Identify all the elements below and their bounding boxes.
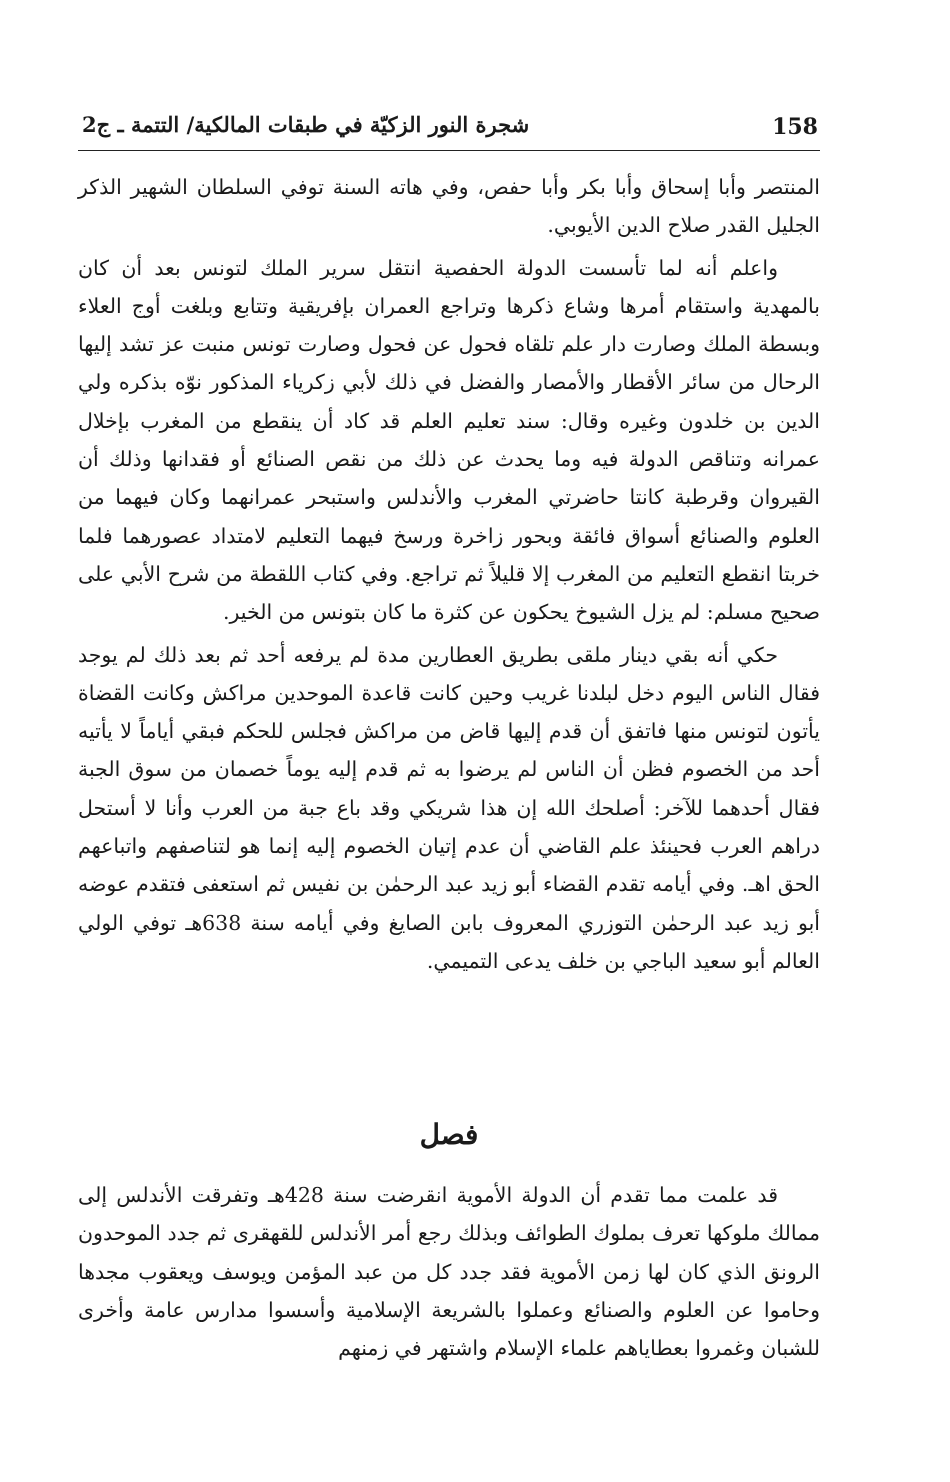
section-paragraph: قد علمت مما تقدم أن الدولة الأموية انقرضت سنة 428هـ وتفرقت الأندلس إلى ممالك ملوكها تعرف بملوك الطوائف وبذلك رجع أمر الأندلس للقهقرى ثم جدد الموحدون الرونق الذي كان لها زمن الأموية فقد جدد كل من عبد المؤمن ويوسف ويعقوب مجدها وحاموا عن العلوم والصنائع وعملوا بالشريعة الإسلامية وأسسوا مدارس عامة وأخرى للشبان وغمروا بعطاياهم علماء الإسلام واشتهر في زمنهم — [78, 1183, 820, 1361]
paragraph-1: المنتصر وأبا إسحاق وأبا بكر وأبا حفص، وفي هاته السنة توفي السلطان الشهير الذكر الجليل القدر صلاح الدين الأيوبي. — [78, 175, 820, 238]
page-number: 158 — [772, 114, 818, 140]
main-text — [78, 168, 820, 984]
section-heading: فصل — [419, 1118, 479, 1151]
paragraph-3: حكي أنه بقي دينار ملقى بطريق العطارين مدة لم يرفعه أحد ثم بعد ذلك لم يوجد فقال الناس اليوم دخل لبلدنا غريب وحين كانت قاعدة الموحدين مراكش وكانت القضاة يأتون لتونس منها فاتفق أن قدم إليها قاض من مراكش فجلس للحكم فبقي أياماً لا يأتيه أحد من الخصوم فظن أن الناس لم يرضوا به ثم قدم إليه يوماً خصمان من سوق الجبة فقال أحدهما للآخر: أصلحك الله إن هذا شريكي وقد باع جبة من العرب وأنا لا أستحل دراهم العرب فحينئذ علم القاضي أن عدم إتيان الخصوم إليه إنما هو لتناصفهم واتباعهم الحق اهـ. وفي أيامه تقدم القضاء أبو زيد عبد الرحمٰن بن نفيس ثم استعفى فتقدم عوضه أبو زيد عبد الرحمٰن التوزري المعروف بابن الصايغ وفي أيامه سنة 638هـ توفي الولي العالم أبو سعيد الباجي بن خلف يدعى التميمي. — [78, 642, 820, 973]
running-title: شجرة النور الزكيّة في طبقات المالكية/ التتمة ـ ج2 — [82, 112, 530, 137]
page-header — [78, 108, 820, 148]
paragraph-2: واعلم أنه لما تأسست الدولة الحفصية انتقل سرير الملك لتونس بعد أن كان بالمهدية واستقام أمرها وشاع ذكرها وتراجع العمران بإفريقية وتتابع وبلغت أوج العلاء وبسطة الملك وصارت دار علم تلقاه فحول عن فحول وصارت تونس منبت عز تشد إليها الرحال من سائر الأقطار والأمصار والفضل في ذلك لأبي زكرياء المذكور نوّه بذكره ولي الدين بن خلدون وغيره وقال: سند تعليم العلم قد كاد أن ينقطع من المغرب بإخلال عمرانه وتناقص الدولة فيه وما يحدث عن ذلك من نقص الصنائع أو فقدانها وذلك أن القيروان وقرطبة كانتا حاضرتي المغرب والأندلس واستبحر عمرانهما وكان فيهما من العلوم والصنائع أسواق فائقة وبحور زاخرة ورسخ فيهما التعليم لامتداد عصورهما فلما خربتا انقطع التعليم من المغرب إلا قليلاً ثم تراجع. وفي كتاب اللقطة من شرح الأبي على صحيح مسلم: لم يزل الشيوخ يحكون عن كثرة ما كان بتونس من الخير. — [78, 255, 820, 625]
header-divider — [78, 150, 820, 151]
section-text — [78, 1176, 820, 1367]
